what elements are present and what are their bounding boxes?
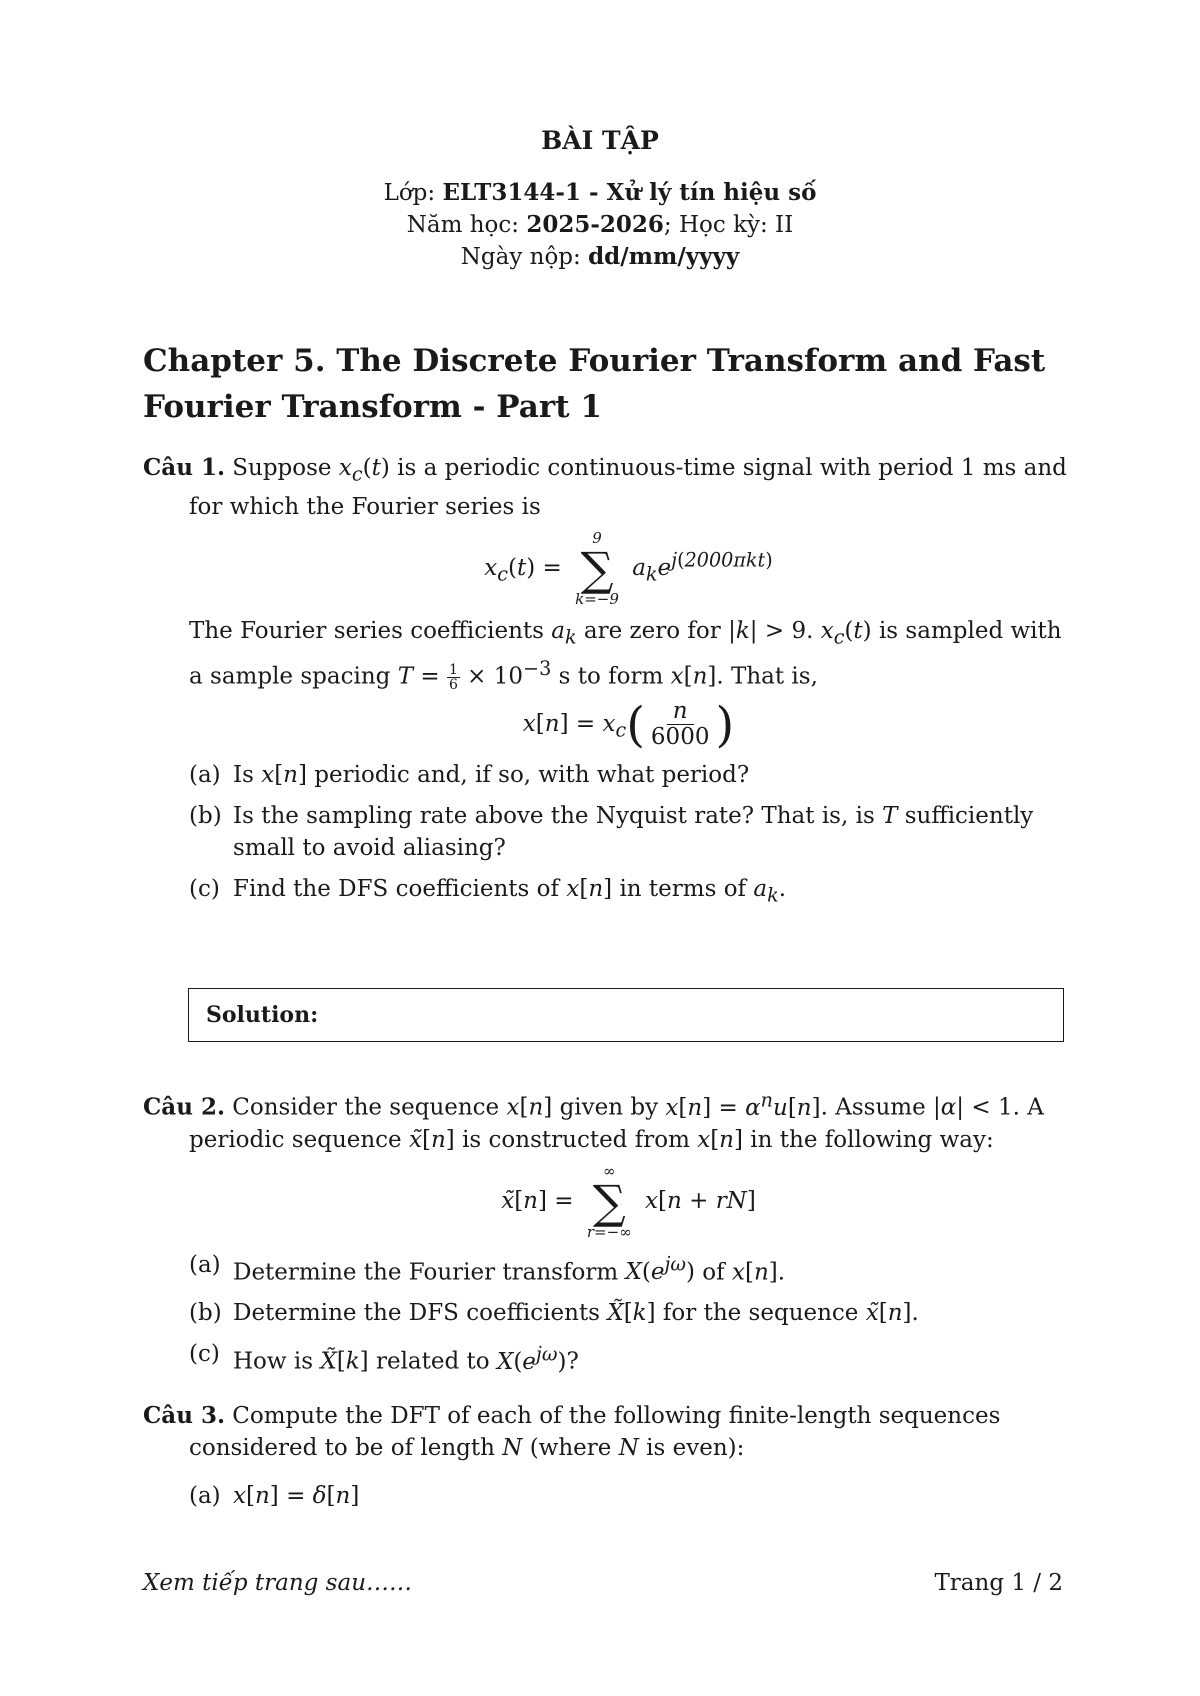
fourier-series-equation: $x_c(t)$ = 9 ∑ k=−9 $a_ke^{j(2000\pi kt)}$ xyxy=(484,528,773,608)
year-line: Năm học: 2025-2026; Học kỳ: II xyxy=(406,211,794,238)
due-value: dd/mm/yyyy xyxy=(588,243,740,270)
question-1-sampling-text: The Fourier series coefficients $a_k$ are zero for |k| > 9. $x_c(t)$ is sampled with a sample spacing T = $\frac{1}{6}$ × $10^{-3}$ s to form x[n]. That is, xyxy=(189,617,1062,694)
year-label: Năm học: xyxy=(406,212,520,238)
header xyxy=(0,126,1200,273)
question-1-parts xyxy=(143,759,1068,912)
question-3-label: Câu 3. xyxy=(143,1402,225,1429)
class-label: Lớp: xyxy=(383,180,436,206)
question-2-label: Câu 2. xyxy=(143,1093,225,1121)
question-1-label: Câu 1. xyxy=(143,454,225,481)
question-3-statement: Câu 3. Compute the DFT of each of the following finite-length sequences considered to be of length N (where N is even): xyxy=(143,1402,1001,1461)
question-2 xyxy=(143,1084,1068,1387)
class-line xyxy=(0,177,1200,209)
question-1-part-c: (c) Find the DFS coefficients of x[n] in terms of $a_k$. xyxy=(189,876,787,908)
question-1-part-b: (b) Is the sampling rate above the Nyquist rate? That is, is T sufficiently small to avoid aliasing? xyxy=(189,803,1034,862)
question-2-part-c: (c) How is X̃[k] related to $X(e^{j\omega})$? xyxy=(189,1341,579,1375)
year-value: 2025-2026 xyxy=(526,211,664,238)
question-2-parts xyxy=(143,1249,1068,1378)
footer-page-number: Trang 1 / 2 xyxy=(934,1570,1063,1596)
question-1-statement: Câu 1. Suppose $x_c(t)$ is a periodic continuous-time signal with period 1 ms and for which the Fourier series is xyxy=(143,454,1067,520)
due-line xyxy=(0,241,1200,273)
footer-continue-note: Xem tiếp trang sau…… xyxy=(143,1570,413,1596)
periodic-extension-equation: x̃[n] = ∞ ∑ r=−∞ x[n + rN] xyxy=(501,1161,756,1241)
class-value: ELT3144-1 - Xử lý tín hiệu số xyxy=(442,179,817,206)
semester-label: Học kỳ: II xyxy=(678,212,794,238)
due-label: Ngày nộp: xyxy=(460,244,581,270)
solution-label: Solution: xyxy=(206,1002,319,1028)
question-3-parts xyxy=(143,1480,1068,1512)
question-3-part-a: (a) x[n] = δ[n] xyxy=(189,1483,360,1509)
question-2-part-b: (b) Determine the DFS coefficients X̃[k] for the sequence x̃[n]. xyxy=(189,1300,919,1327)
solution-box xyxy=(188,988,1064,1042)
question-2-statement: Câu 2. Consider the sequence x[n] given by $x[n] = \alpha^nu[n]$. Assume |α| < 1. A periodic sequence x̃[n] is constructed from x[n] in the following way: xyxy=(143,1088,1044,1153)
question-2-part-a: (a) Determine the Fourier transform $X(e^{j\omega})$ of x[n]. xyxy=(189,1251,786,1286)
question-1-part-a: (a) Is x[n] periodic and, if so, with what period? xyxy=(189,762,750,789)
document-title: BÀI TẬP xyxy=(541,126,659,155)
question-1 xyxy=(143,452,1068,921)
question-3 xyxy=(143,1400,1068,1521)
sampling-equation: $x[n] = x_c$( $\frac{n}{6000}$ ) xyxy=(522,696,735,753)
chapter-title: Chapter 5. The Discrete Fourier Transform and Fast Fourier Transform - Part 1 xyxy=(143,343,1046,425)
